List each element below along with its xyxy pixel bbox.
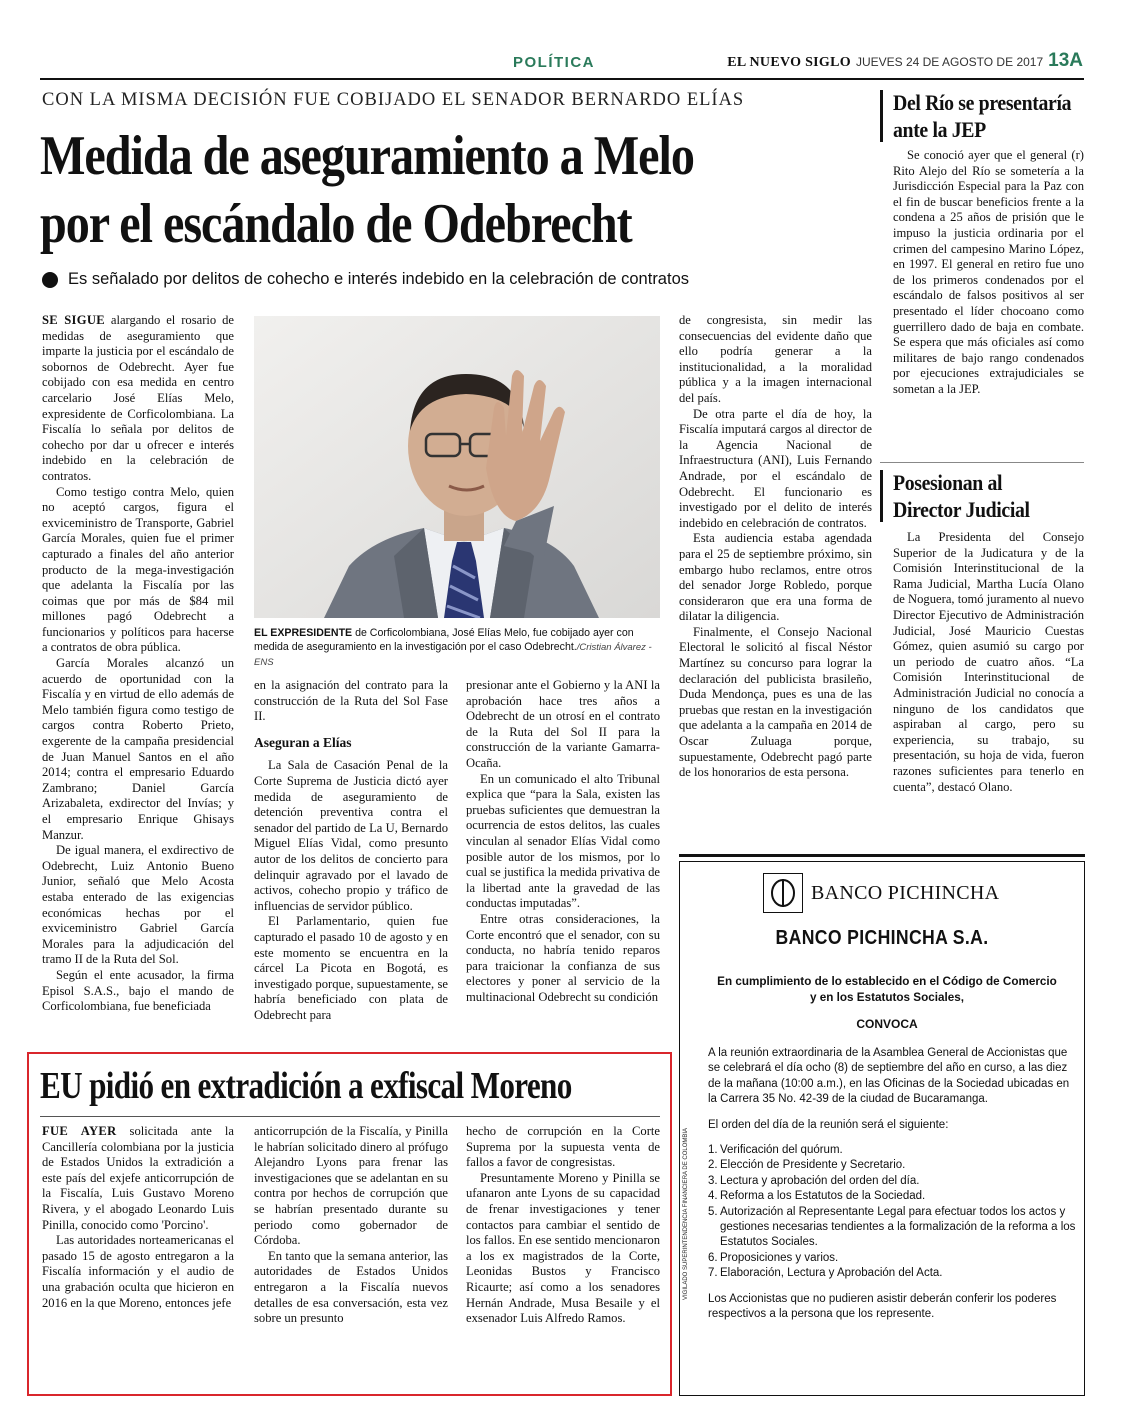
article-column	[42, 313, 234, 1038]
paragraph: Según el ente acusador, la firma Episol S.A.S., bajo el mando de Corficolombiana, fue beneficiada	[42, 967, 234, 1014]
photo-credit: /Cristian Álvarez -ENS	[254, 642, 652, 668]
agenda-item: 1. Verificación del quórum.	[708, 1144, 843, 1157]
paragraph: En tanto que la semana anterior, las autoridades de Estados Unidos entregaron a la Fiscalía nuevos detalles de esa conversación, esta vez sobre un presunto	[254, 1248, 448, 1326]
agenda-item: 2. Elección de Presidente y Secretario.	[708, 1159, 906, 1172]
article-column	[466, 1124, 660, 1386]
paragraph: en la asignación del contrato para la construcción de la Ruta del Sol Fase II.	[254, 678, 448, 724]
newspaper-name: EL NUEVO SIGLO	[727, 55, 851, 70]
header-rule	[40, 78, 1084, 80]
agenda-item: 6. Proposiciones y varios.	[708, 1251, 839, 1264]
sidebar-accent-rule	[880, 470, 883, 522]
agenda-item: 3. Lectura y aprobación del orden del día.	[708, 1174, 920, 1187]
agenda-item: 4. Reforma a los Estatutos de la Sociedad.	[708, 1190, 926, 1203]
ad-paragraph: A la reunión extraordinaria de la Asamblea General de Accionistas que se celebrará el día ocho (8) de septiembre del año en curso, a las diez de la mañana (10:00 a.m.), en las Oficinas de la Sociedad ubicadas en la Carrera 35 No. 42-39 de la ciudad de Bucaramanga.	[708, 1047, 1070, 1106]
issue-date: JUEVES 24 DE AGOSTO DE 2017	[855, 55, 1044, 69]
article-column	[254, 1124, 448, 1386]
kicker: CON LA MISMA DECISIÓN FUE COBIJADO EL SENADOR BERNARDO ELÍAS	[42, 90, 745, 110]
sidebar-text	[893, 530, 1084, 835]
caption-text: de Corficolombiana, José Elías Melo, fue cobijado ayer con medida de aseguramiento en la investigación por el caso Odebrecht.	[254, 627, 634, 653]
paragraph: De igual manera, el exdirectivo de Odebrecht, Luiz Antonio Bueno Junior, señaló que Melo Acosta estaba enterado de las exigencias económicas hechas por el exviceministro Gabriel García Morales para la adjudicación del tramo II de la Ruta del Sol.	[42, 843, 234, 967]
agenda-item: 5. Autorización al Representante Legal para efectuar todos los actos y gestiones necesarias tendientes a la formalización de la reforma a los Estatutos Sociales.	[708, 1205, 1076, 1249]
paragraph: Presuntamente Moreno y Pinilla se ufanaron ante Lyons de su capacidad de frenar investigaciones y tener contactos para cambiar el sentido de los fallos. En ese sentido mencionaron a los ex magistrados de la Corte, Leonidas Bustos y Francisco Ricaurte; así como a los senadores Hernán Andrade, Musa Besaile y el exsenador Luis Alfredo Ramos.	[466, 1170, 660, 1326]
article-column	[254, 678, 448, 1038]
paragraph: SE SIGUE alargando el rosario de medidas de aseguramiento que imparte la justicia por el escándalo de sobornos de Odebrecht. Ayer fue cobijado con esa medida en centro carcelario José Elías Melo, expresidente de Corficolombiana. La Fiscalía lo señala por delitos de cohecho por dar u ofrecer e interés indebido en la celebración de contratos.	[42, 313, 234, 483]
headline-line: Medida de aseguramiento a Melo	[40, 125, 694, 187]
ad-convoca: CONVOCA	[856, 1017, 918, 1031]
paragraph: La Presidenta del Consejo Superior de la Judicatura y de la Comisión Interinstitucional de la Rama Judicial, Martha Lucía Olano de Noguera, tomó juramento al nuevo Director Ejecutivo de Administración Judicial, José Mauricio Cuestas Gómez, quien asumió su cargo por un periodo de cuatro años. “La Comisión Interinstitucional de Administración Judicial no conocía a ninguno de los candidatos que aspiraban al cargo, pero su experiencia, su trabajo, su presentación, su hoja de vida, fueron razones suficientes para tenerlo en cuenta”, destacó Olano.	[893, 530, 1084, 794]
vigilado-label: VIGILADO SUPERINTENDENCIA FINANCIERA DE COLOMBIA	[683, 1127, 689, 1300]
paragraph: El Parlamentario, quien fue capturado el pasado 10 de agosto y en este momento se encuentra en la cárcel La Picota en Bogotá, es investigado porque, supuestamente, se habría beneficiado con plata de Odebrecht para	[254, 914, 448, 1022]
sidebar-text	[893, 148, 1084, 453]
ad-logo	[763, 873, 999, 913]
paragraph: hecho de corrupción en la Corte Suprema por la supuesta venta de fallos a favor de congresistas.	[466, 1124, 660, 1170]
deck	[42, 270, 689, 289]
paragraph: Como testigo contra Melo, quien no aceptó cargos, figura el exviceministro de Transporte, Gabriel García Morales, quien fue el primer capturado a finales del año anterior producto de la mega-investigación que adelanta la Fiscalía por las coimas que por más de $84 mil millones pagó Odebrecht a funcionarios y políticos para hacerse a contratos de obra pública.	[42, 484, 234, 655]
person-photo-icon	[254, 316, 660, 618]
headline-line: por el escándalo de Odebrecht	[40, 193, 632, 256]
subhead: Aseguran a Elías	[254, 734, 352, 750]
paragraph: Finalmente, el Consejo Nacional Electoral le solicitó al fiscal Néstor Martínez su concurso para lograr la declaración del publicista brasileño, Duda Mendonça, pues es una de las pruebas que restan en la investigación que adelanta a la campaña en 2014 de Oscar Zuluaga porque, supuestamente, Odebrecht pagó parte de los honorarios de esta persona.	[679, 624, 872, 780]
ad-intro: En cumplimiento de lo establecido en el Código de Comercio y en los Estatutos Sociales,	[717, 975, 1057, 1004]
sidebar-title: Posesionan al Director Judicial	[893, 470, 1030, 522]
sidebar-accent-rule	[880, 90, 883, 142]
paragraph: Entre otras consideraciones, la Corte encontró que el senador, con su conducta, no habría tenido reparos para traicionar la confianza de sus electores y poner al servicio de la multinacional Odebrecht su condición	[466, 911, 660, 1004]
masthead	[727, 50, 1083, 72]
paragraph: presionar ante el Gobierno y la ANI la aprobación hace tres años a Odebrecht de un otrosí en el contrato de la Ruta del Sol II para la construcción de la variante Gamarra-Ocaña.	[466, 678, 660, 770]
ad-company-name: BANCO PICHINCHA S.A.	[775, 926, 989, 949]
deck-text: Es señalado por delitos de cohecho e interés indebido en la celebración de contratos	[68, 270, 689, 288]
lead-in: SE SIGUE	[42, 313, 105, 327]
ad-agenda-title: El orden del día de la reunión será el siguiente:	[708, 1118, 949, 1131]
photo-caption	[254, 626, 660, 670]
main-headline	[40, 122, 745, 259]
paragraph: La Sala de Casación Penal de la Corte Suprema de Justicia dictó ayer medida de aseguramiento de detención preventiva contra el senador del partido de La U, Bernardo Miguel Elías Vidal, como presunto autor de los delitos de concierto para delinquir agravado por el lavado de activos, cohecho propio y tráfico de influencias de servidor público.	[254, 758, 448, 913]
ad-top-bar	[679, 854, 1085, 857]
agenda-item: 7. Elaboración, Lectura y Aprobación del Acta.	[708, 1267, 943, 1280]
page-number: 13A	[1048, 50, 1083, 71]
ad-agenda-list	[708, 1143, 1076, 1282]
paragraph: Esta audiencia estaba agendada para el 25 de septiembre próximo, sin embargo hubo reclamos, entre otros del senador Jorge Robledo, porque consideraron que era una forma de dilatar la diligencia.	[679, 531, 872, 624]
sidebar-divider	[880, 462, 1084, 463]
article-column	[466, 678, 660, 1038]
paragraph: De otra parte el día de hoy, la Fiscalía imputará cargos al director de la Agencia Nacional de Infraestructura (ANI), Luis Fernando Andrade, por el escándalo de Odebrecht. El funcionario es investigado por el delito de interés indebido en celebración de contratos.	[679, 406, 872, 530]
paragraph: anticorrupción de la Fiscalía, y Pinilla le habrían solicitado dinero al prófugo Alejandro Lyons para frenar las investigaciones que se adelantan en su contra por hechos de corrupción que se habrían presentado durante su periodo como gobernador de Córdoba.	[254, 1124, 448, 1248]
news-photo	[254, 316, 660, 618]
caption-lead: EL EXPRESIDENTE	[254, 627, 353, 639]
paragraph: de congresista, sin medir las consecuencias del evidente daño que ello podría generar a la institucionalidad, a la moralidad pública y a la imagen internacional del país.	[679, 313, 872, 405]
paragraph: FUE AYER solicitada ante la Cancillería colombiana por la justicia de Estados Unidos la extradición a este país del exjefe anticorrupción de la Fiscalía, Luis Gustavo Moreno Rivera, y el abogado Leonardo Luis Pinilla, conocido como 'Porcino'.	[42, 1124, 234, 1232]
article-column	[42, 1124, 234, 1386]
boxed-story-headline: EU pidió en extradición a exfiscal Moreno	[40, 1065, 572, 1107]
ad-brand: BANCO PICHINCHA	[811, 881, 1000, 904]
lead-in: FUE AYER	[42, 1124, 117, 1138]
ad-closing: Los Accionistas que no pudieren asistir deberán conferir los poderes respectivos a la persona que los represente.	[708, 1292, 1057, 1321]
boxed-story-rule	[40, 1116, 660, 1117]
paragraph: En un comunicado el alto Tribunal explica que “para la Sala, existen las pruebas suficientes que demuestran la ocurrencia de estos delitos, las cuales vinculan al senador Elías Vidal como posible autor de los mismos, por lo cual se justifica la medida privativa de la libertad ante la gravedad de las conductas imputadas”.	[466, 771, 660, 911]
sidebar-title: Del Río se presentaría ante la JEP	[893, 90, 1072, 142]
section-label: POLÍTICA	[513, 54, 595, 71]
ad-body	[708, 1046, 1076, 1323]
paragraph: Las autoridades norteamericanas el pasado 15 de agosto entregaron a la Fiscalía información y el audio de una grabación oculta que hicieron en 2016 en la que Moreno, entonces jefe	[42, 1233, 234, 1310]
bullet-icon	[42, 272, 58, 288]
article-column	[679, 313, 872, 835]
paragraph: Se conoció ayer que el general (r) Rito Alejo del Río se sometería a la Jurisdicción Especial para la Paz con el fin de buscar beneficios frente a la condena a 25 años de prisión que le impuso la justicia ordinaria por el crimen del campesino Marino López, en 1997. El general en retiro fue uno de los primeros condenados por el escándalo de falsos positivos al ser presentado el líder chocoano como guerrillero dado de baja en combate. Se espera que más oficiales así como militares de bajo rango condenados por ejecuciones extrajudiciales se sometan a la JEP.	[893, 148, 1084, 396]
paragraph: García Morales alcanzó un acuerdo de oportunidad con la Fiscalía y en virtud de ello además de Melo también figura como testigo de cargos contra Roberto Prieto, exgerente de la campaña presidencial de Juan Manuel Santos en el año 2014; contra el empresario Eduardo Zambrano; Daniel García Arizabaleta, exdirector del Invías; y el empresario Enrique Ghisays Manzur.	[42, 656, 234, 842]
pichincha-logo-icon	[763, 873, 803, 913]
